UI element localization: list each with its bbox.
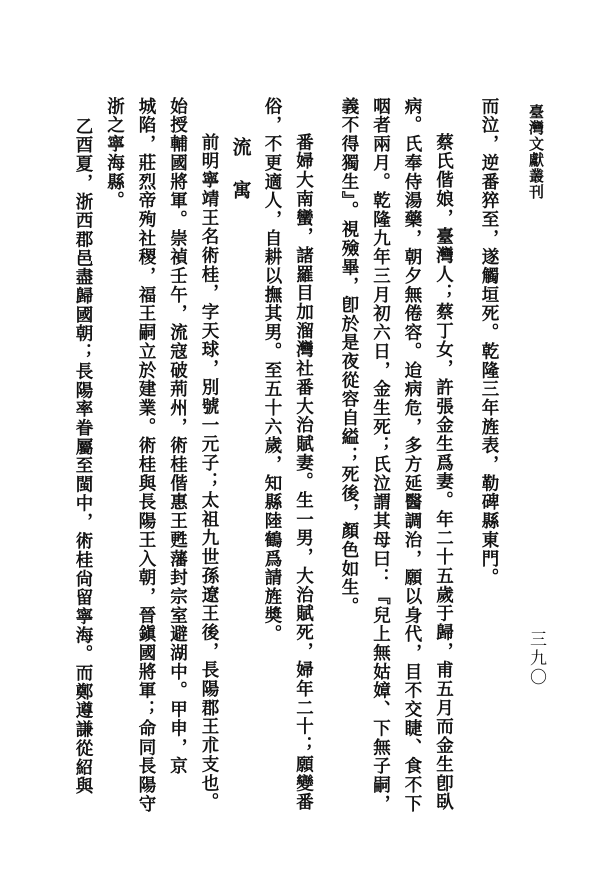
text-column: 乙酉夏，浙西郡邑盡歸國朝；長陽率眷屬至閩中，術桂尙留寧海。而鄭遵謙從紹與 <box>73 117 93 796</box>
text-column: 城陷，莊烈帝殉社稷，福王嗣立於建業。術桂與長陽王入朝，晉鎭國將軍；命同長陽守 <box>136 97 156 814</box>
section-heading: 流寓 <box>229 137 252 223</box>
text-column: 番婦大南蠻，諸羅目加溜灣社番大治賦妻。生一男，大治賦死，婦年二十；願變番 <box>293 133 314 812</box>
body-text <box>67 97 505 857</box>
page-number: 三九〇 <box>526 630 546 687</box>
text-column: 病。氏奉侍湯藥，朝夕無倦容。迨病危，多方延醫調治，願以身代，目不交睫、食不下 <box>402 97 422 814</box>
text-column: 而泣，逆番猝至，遂觸垣死。乾隆三年旌表，勒碑縣東門。 <box>479 97 499 588</box>
paragraph-gap <box>319 97 333 857</box>
text-column: 義不得獨生』。視殮畢，卽於是夜從容自縊；死後，顏色如生。 <box>339 97 359 617</box>
text-column: 俗，不更適人，自耕以撫其男。至五十六歲，知縣陸鶴爲請旌奬。 <box>262 97 282 644</box>
paragraph-gap <box>459 97 473 857</box>
running-title: 臺灣文獻叢刊 <box>527 104 545 200</box>
text-column: 始授輔國將軍。崇禎壬午，流寇破荊州，術桂偕惠王甦藩封宗室避湖中。甲申，京 <box>167 97 188 776</box>
text-column: 蔡氏偕娘，臺灣人；蔡丁女，許張金生爲妻。年二十五歲于歸，甫五月而金生卽臥 <box>433 133 454 812</box>
text-column: 咽者兩月。乾隆九年三月初六日，金生死；氏泣謂其母曰：『兒上無姑嫜、下無子嗣， <box>370 97 391 814</box>
text-column: 浙之寧海縣。 <box>104 97 125 211</box>
text-column: 前明寧靖王名術桂，字天球，別號一元子；太祖九世孫遼王後，長陽郡王朮支也。 <box>199 133 219 812</box>
